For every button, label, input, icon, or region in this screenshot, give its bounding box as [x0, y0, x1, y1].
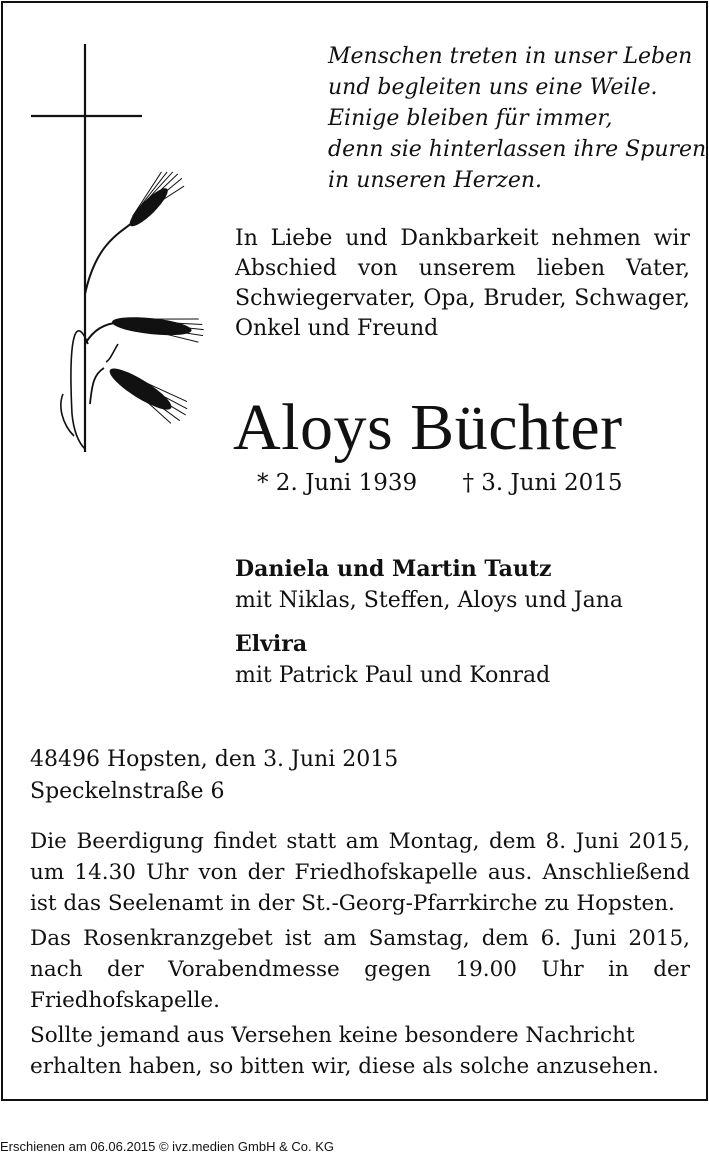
rosary-info: Das Rosenkranzgebet ist am Samstag, dem 6. Juni 2015, nach der Vorabendmesse gegen 19.00 Uhr in der Friedhofskapelle.: [30, 926, 690, 1013]
poem-line: Menschen treten in unser Leben: [328, 44, 693, 69]
cross-with-wheat-icon: [28, 44, 208, 456]
funeral-notices: [30, 826, 690, 1086]
intro-text: In Liebe und Dankbarkeit nehmen wir Abschied von unserem lieben Vater, Schwiegervater, Opa, Bruder, Schwager, Onkel und Freund: [235, 226, 690, 341]
family-group: [235, 629, 695, 691]
family-list: [235, 554, 695, 704]
poem-line: in unseren Herzen.: [328, 168, 543, 193]
family-names: Daniela und Martin Tautz: [235, 556, 552, 582]
death-date: † 3. Juni 2015: [462, 470, 623, 496]
poem-line: Einige bleiben für immer,: [328, 106, 613, 131]
place-date: 48496 Hopsten, den 3. Juni 2015: [30, 747, 399, 772]
publication-footer: Erschienen am 06.06.2015 © ivz.medien GmbH & Co. KG: [0, 1139, 335, 1154]
deceased-name: Aloys Büchter: [233, 391, 623, 464]
life-dates: [257, 467, 623, 499]
street: Speckelnstraße 6: [30, 779, 225, 804]
family-group: [235, 554, 695, 616]
family-children: mit Niklas, Steffen, Aloys und Jana: [235, 588, 624, 613]
funeral-info: Die Beerdigung findet statt am Montag, dem 8. Juni 2015, um 14.30 Uhr von der Friedhofskapelle aus. Anschließend ist das Seelenamt in der St.-Georg-Pfarrkirche zu Hopsten.: [30, 829, 690, 916]
poem-line: und begleiten uns eine Weile.: [328, 75, 658, 100]
closing-note: Sollte jemand aus Versehen keine besondere Nachricht erhalten haben, so bitten wir, diese als solche anzusehen.: [30, 1023, 659, 1079]
family-children: mit Patrick Paul und Konrad: [235, 663, 551, 688]
poem: [328, 41, 707, 196]
family-names: Elvira: [235, 631, 308, 657]
poem-line: denn sie hinterlassen ihre Spuren: [328, 137, 707, 162]
address-block: [30, 744, 690, 808]
birth-date: * 2. Juni 1939: [257, 470, 418, 496]
